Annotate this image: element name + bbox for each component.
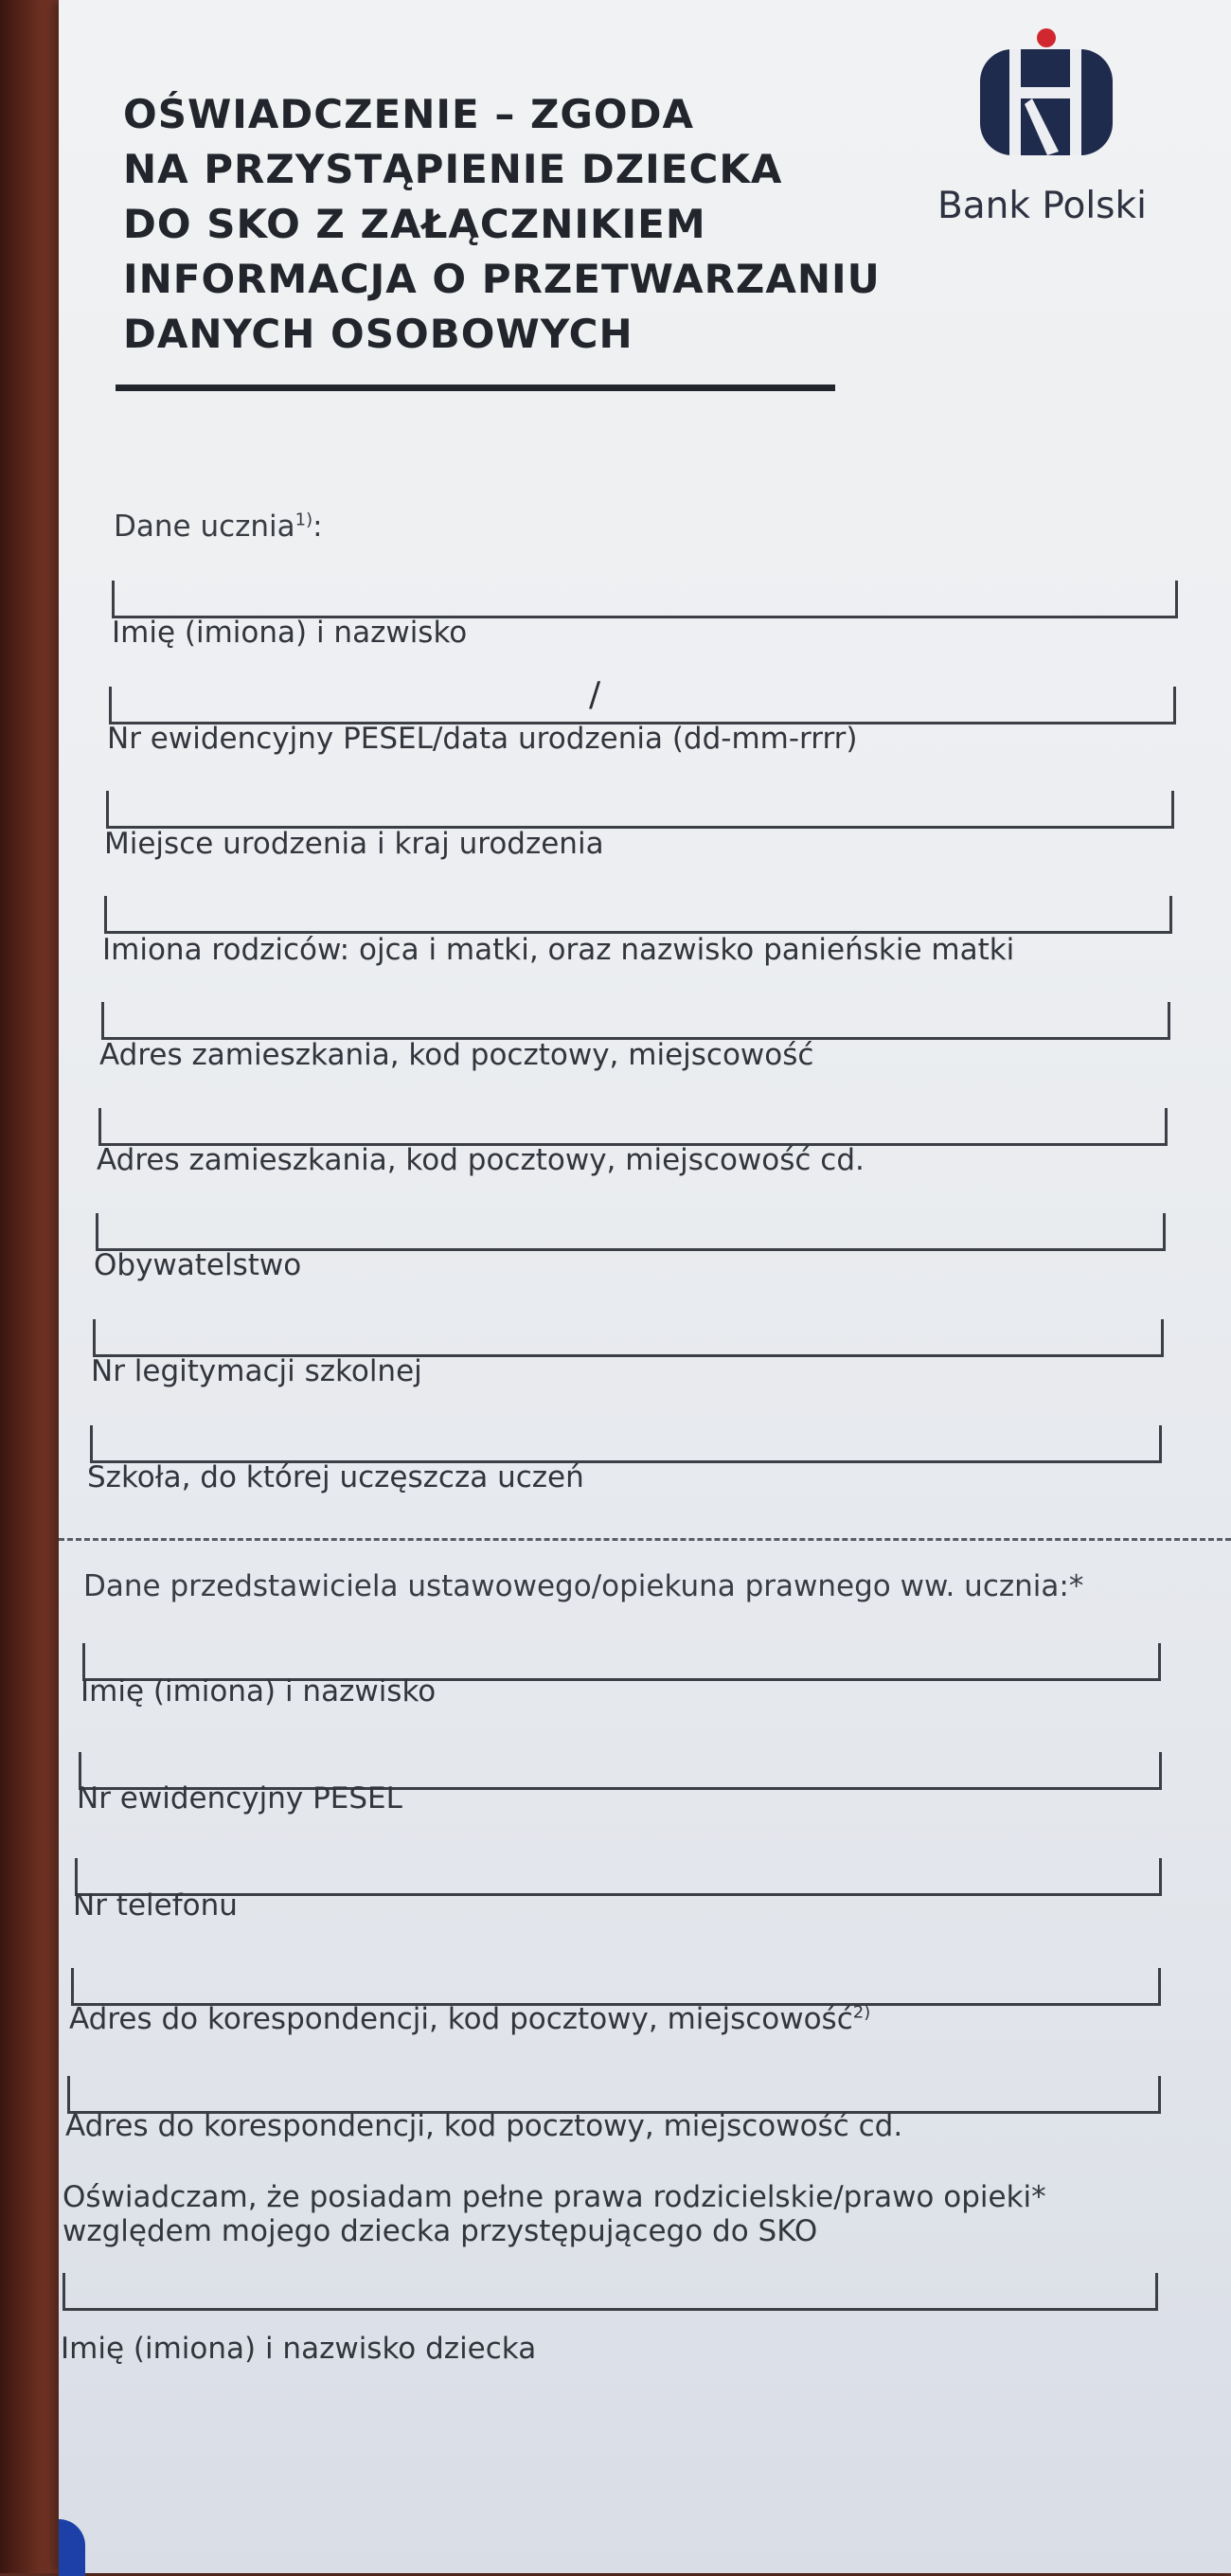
student-address-field[interactable] [101,1002,1170,1040]
guardian-address-cont-label: Adres do korespondencji, kod pocztowy, miejscowość cd. [65,2109,903,2143]
student-id-card-field[interactable] [93,1319,1164,1357]
student-pesel-label: Nr ewidencyjny PESEL/data urodzenia (dd-mm-rrrr) [107,722,858,756]
child-name-label: Imię (imiona) i nazwisko dziecka [61,2332,537,2366]
child-name-field[interactable] [62,2273,1158,2311]
guardian-section-heading: Dane przedstawiciela ustawowego/opiekuna prawnego ww. ucznia:* [83,1569,1084,1603]
guardian-address-label [69,2002,870,2036]
guardian-address-label-text: Adres do korespondencji, kod pocztowy, miejscowość [69,2002,853,2036]
student-birthplace-label: Miejsce urodzenia i kraj urodzenia [104,827,604,861]
student-citizenship-field[interactable] [96,1213,1166,1251]
guardian-phone-label: Nr telefonu [73,1888,238,1923]
student-name-label: Imię (imiona) i nazwisko [112,616,468,650]
student-pesel-field[interactable] [109,687,1176,724]
student-school-field[interactable] [90,1425,1162,1463]
guardian-name-label: Imię (imiona) i nazwisko [80,1674,437,1708]
form-title-line: DANYCH OSOBOWYCH [123,311,633,357]
student-heading-text: Dane ucznia [114,510,295,544]
student-section-heading [114,510,323,544]
footnote-marker: 1) [294,510,313,530]
form-title-line: NA PRZYSTĄPIENIE DZIECKA [123,146,783,192]
student-id-card-label: Nr legitymacji szkolnej [91,1354,422,1388]
form-title-line: INFORMACJA O PRZETWARZANIU [123,256,881,302]
table-surface [0,0,66,2573]
cut-line [59,1538,1231,1541]
student-address-cont-label: Adres zamieszkania, kod pocztowy, miejscowość cd. [97,1143,865,1177]
student-parents-field[interactable] [104,896,1172,934]
declaration-line: Oświadczam, że posiadam pełne prawa rodzicielskie/prawo opieki* [62,2180,1046,2214]
guardian-pesel-label: Nr ewidencyjny PESEL [77,1781,402,1816]
heading-colon: : [312,510,323,544]
student-pesel-value: / [589,675,601,714]
student-birthplace-field[interactable] [106,791,1174,829]
title-underline [116,385,835,391]
student-school-label: Szkoła, do której uczęszcza uczeń [87,1460,584,1494]
pko-logo-icon [975,28,1117,161]
student-address-cont-field[interactable] [98,1108,1168,1146]
guardian-phone-field[interactable] [75,1858,1162,1896]
student-name-field[interactable] [112,581,1178,618]
form-title-line: OŚWIADCZENIE – ZGODA [123,91,694,137]
parental-rights-declaration [62,2180,1085,2248]
declaration-line: względem mojego dziecka przystępującego do SKO [62,2214,818,2248]
guardian-address-field[interactable] [71,1968,1161,2006]
student-citizenship-label: Obywatelstwo [94,1248,302,1282]
form-title-line: DO SKO Z ZAŁĄCZNIKIEM [123,201,706,247]
footnote-marker: 2) [852,2002,871,2023]
guardian-address-cont-field[interactable] [67,2076,1161,2114]
form-title [123,87,881,362]
bank-name: Bank Polski [937,185,1147,227]
student-address-label: Adres zamieszkania, kod pocztowy, miejscowość [99,1038,814,1072]
student-parents-label: Imiona rodziców: ojca i matki, oraz nazwisko panieńskie matki [102,933,1015,967]
